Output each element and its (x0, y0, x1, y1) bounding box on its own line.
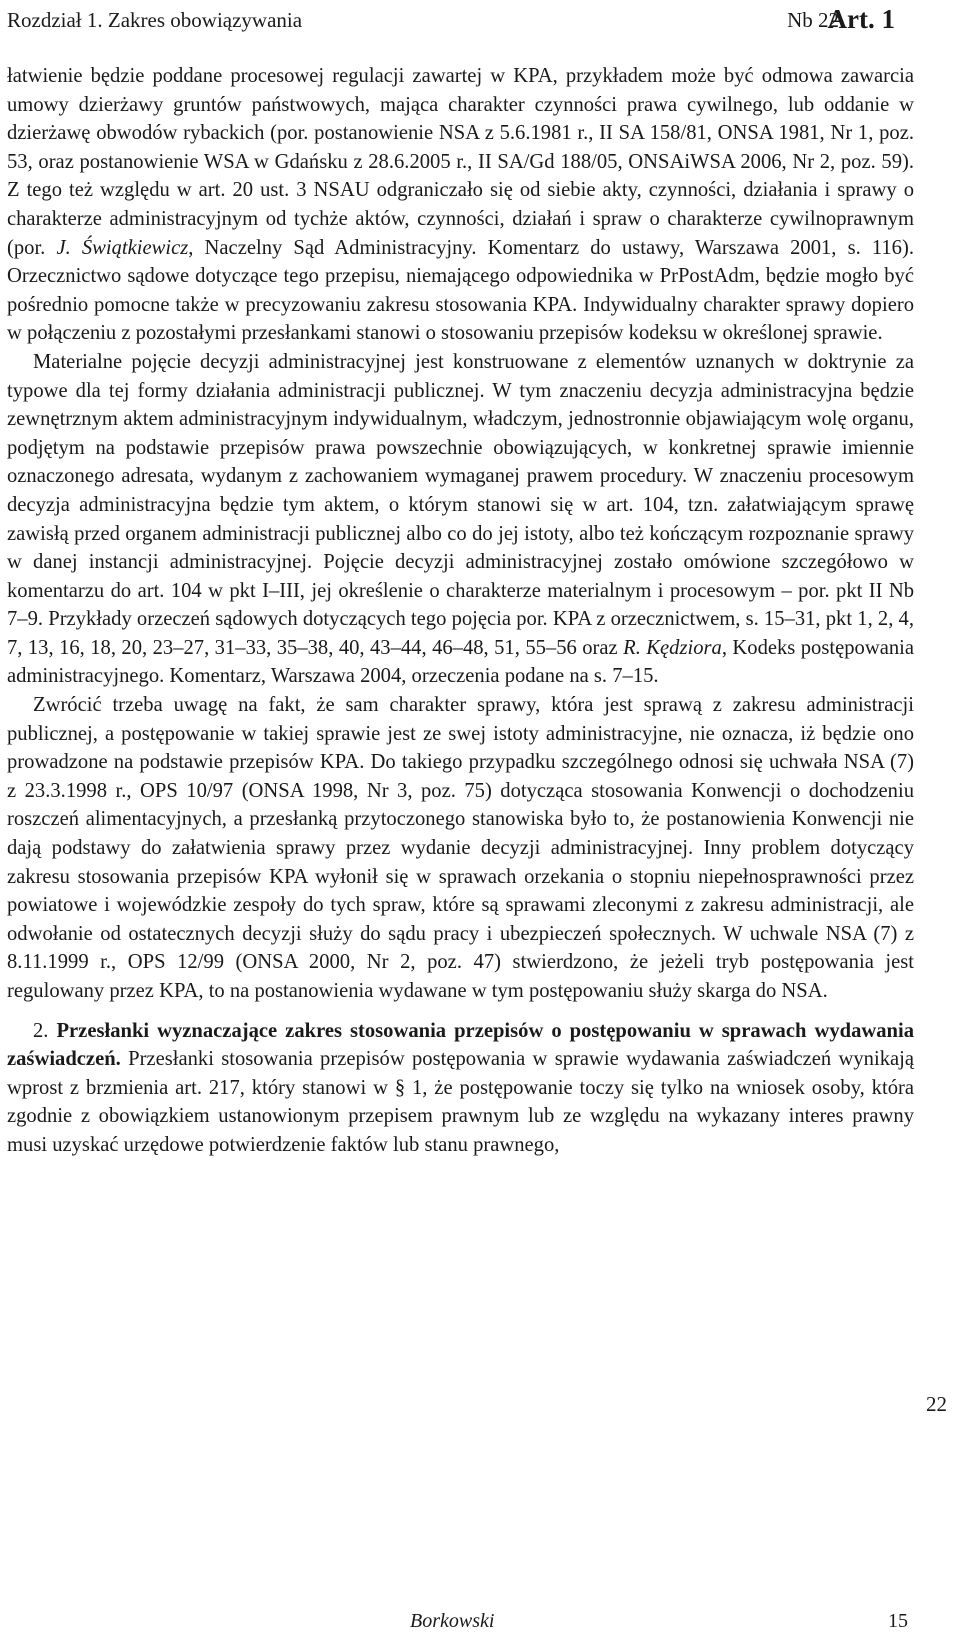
article-number: Art. 1 (827, 4, 895, 34)
paragraph-2-text-a: Materialne pojęcie decyzji administracyjnej jest konstruowane z elementów uznanych w doktrynie za typowe dla tej formy działania administracji publicznej. W tym znaczeniu decyzja administracyjna będzie zewnętrznym aktem administracyjnym indywidualnym, władczym, jednostronnie objawiającym wolę organu, podjętym na podstawie przepisów prawa powszechnie obowiązujących, w konkretnej sprawie imiennie oznaczonego adresata, wydanym z zachowaniem wymaganej prawem procedury. W znaczeniu procesowym decyzja administracyjna będzie tym aktem, o którym stanowi się w art. 104, tzn. załatwiającym sprawę zawisłą przed organem administracji publicznej albo co do jej istoty, albo też kończącym rozpoznanie sprawy w danej instancji administracyjnej. Pojęcie decyzji administracyjnej zostało omówione szczegółowo w komentarzu do art. 104 w pkt I–III, jej określenie o charakterze materialnym i procesowym – por. pkt II Nb 7–9. Przykłady orzeczeń sądowych dotyczących tego pojęcia por. KPA z orzecznictwem, s. 15–31, pkt 1, 2, 4, 7, 13, 16, 18, 20, 23–27, 31–33, 35–38, 40, 43–44, 46–48, 51, 55–56 oraz (7, 350, 914, 659)
margin-number: 22 (926, 1392, 947, 1416)
section-number: 2. (33, 1019, 57, 1042)
cited-author: R. Kędziora (623, 636, 722, 659)
paragraph-1-text-b: , Naczelny Sąd Administracyjny. Komentarz do ustawy, Warszawa 2001, s. 116). Orzecznictwo sądowe dotyczące tego przepisu, niemającego odpowiednika w PrPostAdm, będzie mogło być pośrednio pomocne także w precyzowaniu zakresu stosowania KPA. Indywidualny charakter sprawy dopiero w połączeniu z pozostałymi przesłankami stanowi o stosowaniu przepisów kodeksu w określonej sprawie. (7, 236, 914, 345)
margin-number-ref: Nb 22 (787, 8, 839, 32)
page-number: 15 (888, 1610, 908, 1632)
footer-author: Borkowski (410, 1610, 495, 1632)
paragraph-4 (7, 1017, 914, 1160)
page-footer (0, 1610, 960, 1640)
paragraph-1-text-a: łatwienie będzie poddane procesowej regulacji zawartej w KPA, przykładem może być odmowa zawarcia umowy dzierżawy gruntów państwowych, mająca charakter czynności prawa cywilnego, lub oddanie w dzierżawę obwodów rybackich (por. postanowienie NSA z 5.6.1981 r., II SA 158/81, ONSA 1981, Nr 1, poz. 53, oraz postanowienie WSA w Gdańsku z 28.6.2005 r., II SA/Gd 188/05, ONSAiWSA 2006, Nr 2, poz. 59). Z tego też względu w art. 20 ust. 3 NSAU odgraniczało się od siebie akty, czynności, działania i sprawy o charakterze administracyjnym od tychże aktów, czynności, działań i spraw o charakterze cywilnoprawnym (por. (7, 65, 914, 259)
section-heading: Przesłanki wyznaczające zakres stosowania przepisów o postępowaniu w sprawach wydawania zaświadczeń. (7, 1019, 915, 1071)
paragraph-3: Zwrócić trzeba uwagę na fakt, że sam charakter sprawy, która jest sprawą z zakresu administracji publicznej, a postępowanie w takiej sprawie jest ze swej istoty administracyjne, nie oznacza, iż będzie ono prowadzone na podstawie przepisów KPA. Do takiego przypadku szczególnego odnosi się uchwała NSA (7) z 23.3.1998 r., OPS 10/97 (ONSA 1998, Nr 3, poz. 75) dotycząca stosowania Konwencji o dochodzeniu roszczeń alimentacyjnych, a przesłanką przytoczonego stanowiska było to, że postanowienia Konwencji nie dają podstawy do załatwienia sprawy przez wydanie decyzji administracyjnej. Inny problem dotyczący zakresu stosowania przepisów KPA wyłonił się w sprawach orzekania o stopniu niepełnosprawności przez powiatowe i wojewódzkie zespoły do tych spraw, które są sprawami zleconymi z zakresu administracji, ale odwołanie od ostatecznych decyzji służy do sądu pracy i ubezpieczeń społecznych. W uchwale NSA (7) z 8.11.1999 r., OPS 12/99 (ONSA 2000, Nr 2, poz. 47) stwierdzono, że jeżeli tryb postępowania jest regulowany przez KPA, to na postanowienia wydawane w tym postępowaniu służy skarga do NSA. (7, 694, 914, 1002)
paragraph-2 (7, 348, 914, 691)
cited-author: J. Świątkiewicz (56, 236, 189, 259)
paragraph-2-text-b: , Kodeks postępowania administracyjnego. Komentarz, Warszawa 2004, orzeczenia podane na s. 7–15. (7, 636, 914, 688)
chapter-title: Rozdział 1. Zakres obowiązywania (7, 8, 303, 32)
running-header (7, 4, 895, 40)
main-text (7, 62, 914, 1160)
paragraph-1 (7, 62, 914, 348)
paragraph-4-text: Przesłanki stosowania przepisów postępowania w sprawie wydawania zaświadczeń wynikają wprost z brzmienia art. 217, który stanowi w § 1, że postępowanie toczy się tylko na wniosek osoby, która zgodnie z obowiązkiem ustanowionym przepisem prawnym lub ze względu na wykazany interes prawny musi uzyskać urzędowe potwierdzenie faktów lub stanu prawnego, (7, 1048, 914, 1156)
